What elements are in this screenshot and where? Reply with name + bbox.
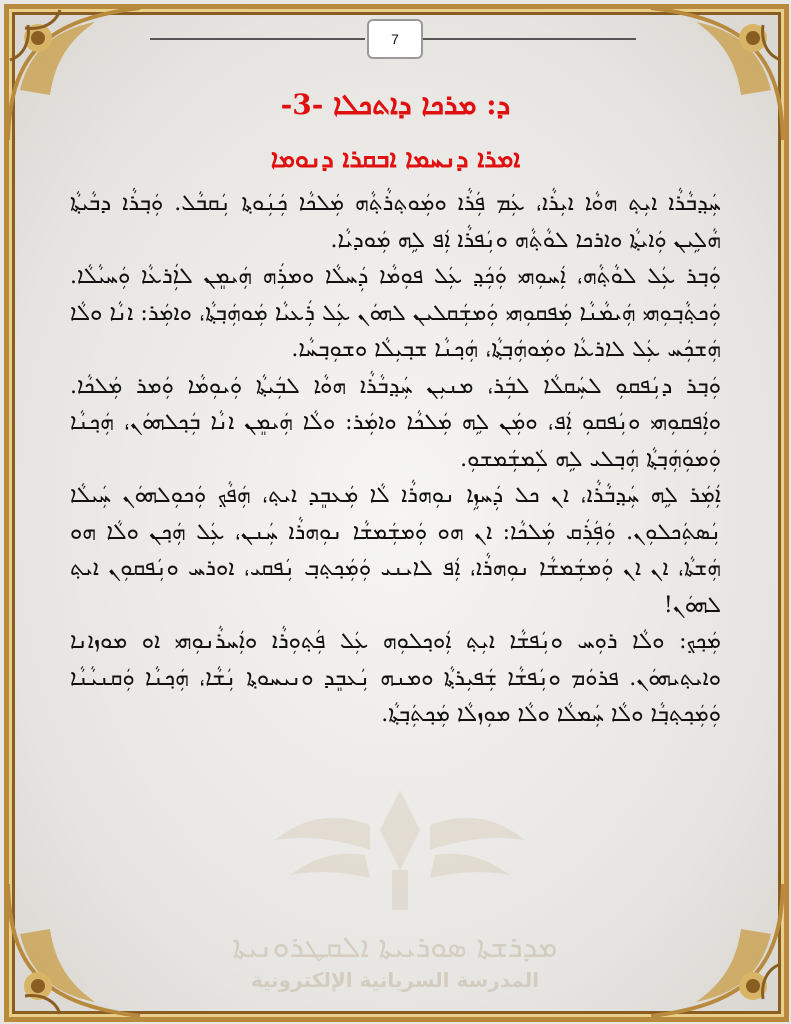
ornament-corner-top-left (0, 0, 150, 150)
body-text (70, 186, 721, 734)
ornament-corner-bottom-left (0, 874, 150, 1024)
page-number: 7 (367, 19, 423, 59)
watermark-arabic-text: المدرسة السريانية الإلكترونية (250, 968, 540, 992)
paragraph: ܐܲܡܲܪ ܠܹܗ ܚܲܕ݂ܒܵܪܵܐ، ܐܢ ܟܠ ܕܲܚܙܹܐ ܢܘܼܗܪܵܐ ܠܵܐ ܡܲܥܒܸܕ ܐܝܬ݂، ܗܲܦܵܟ݂ ܘܲܟܘܼܠܗܘܿܢ ܚܲܝܠܵܐ ܢܲܣܬܲܟܠܘܼܢ. ܘܲܦܲܪܲܩ ܡܲܠܟܵܐ: ܐܢ ܗܘ ܘܲܡܫܲܡܫܵܐ ܢܘܼܗܪܵܐ ܚܲܢܢ، ܥܲܠ ܗܲܟ݂ܢ ܘܠܵܐ ܗܘ ܗܲܫܬܵܐ، ܐܢ ܐܢ ܘܲܡܫܲܡܫܵܐ ܢܘܼܗܪܵܐ، ܐܲܦ ܠܐܝܢܝ ܘܲܡܲܟ݂ܬ݂ܒ݂ ܢܲܦܩܝ، ܐܘܪܚ ܘܢܲܦܩܘܼܢ ܐܝܬ݂ ܠܗܘܿܢ! (70, 483, 721, 618)
paragraph: ܚܲܕ݂ܒܵܪܵܐ ܐܝܼܬ݂ ܗܘܵܐ ܐܝܼܪܵܐ، ܥܲܡ ܦܲܪܵܐ ܘܡܲܘܬ݂ܪܵܬ݂ܵܗ ܡܲܠܟܵܐ ܟܲܢܲܘܬ݂ܐ ܢܲܩܒܵܠ. ܘܲܒ݂ܪܵܐ ܕܒܵܝܬ݂ܵܐ ܗܵܠܹܝܢ ܘܲܐܝܬ݂ܵܐ ܘܐܪܟܐ ܠܘܵܬ݂ܵܗ ܘܢܲܦܪܵܐ ܐܲܦ ܠܹܗ ܡܲܘܕܝܵܐ. (70, 191, 721, 253)
chapter-title: ܕ: ܡܪܟܐ ܕܐܬܟܠܐ -3- (280, 88, 511, 121)
header-rule-left (150, 38, 365, 40)
watermark-emblem (270, 770, 530, 920)
header-rule-right (421, 38, 636, 40)
ornament-corner-top-right (641, 0, 791, 150)
story-title: ܐܡܪܐ ܕܢܚܡܐ ܐܒܩܪܐ ܕܢܘܡܐ (270, 144, 521, 173)
watermark-syriac-text: ܡܕܪܫܬܐ ܣܘܪܝܝܬܐ ܐܠܩܛܪܘܢܝܬܐ (232, 930, 558, 965)
paragraph: ܡܲܟ݂ܟ݂: ܘܠܵܐ ܪܘܼܚ ܘܢܲܦܫܵܐ ܐܝܼܬ݂ ܐܲܘܟ݂ܠܘܼܗ ܥܲܠ ܦܲܬ݂ܘܼܪܵܐ ܘܐܲܚܪܵܢܘܼܗܝ ܐܘ ܡܘܙܐܢܐ ܘܐܝܬ݂ܝܗܘܿܢ. ܦܪܘܿܡ ܘܢܲܦܫܵܐ ܫܲܦܝܼܪܬ݂ܵܐ ܘܡܢܗ ܢܲܥܒܸܕ ܘܢܝܚܘܬ݂ܐ ܢܲܫܵܐ، ܗܲܟ݂ܢܵܐ ܘܲܩܢܝܵܢܵܐ ܘܲܡܲܟ݂ܬ݂ܒ݂ܵܐ ܘܠܵܐ ܚܲܡܠܵܐ ܘܠܵܐ ܡܘܼܙܠܵܐ ܡܲܟ݂ܬܲܒ݂ܬ݂ܵܐ. (70, 629, 721, 727)
paragraph: ܘܲܒ݂ܪ ܥܲܠ ܠܘܵܬ݂ܵܗ، ܐܲܚܘܼܗܝ ܘܲܟܲܕ݂ ܥܲܠ ܦܘܼܡܵܐ ܕܲܚܠܵܐ ܘܡܪܲܗ ܗܲܝܡܸܢ ܠܐܲܪܥܵܐ ܘܲܚܝܵܠܵܐ. ܘܲܟܬ݂ܵܒ݂ܘܼܗܝ ܗܲܝܡܵܢܵܐ ܡܲܦܩܘܼܗܝ ܘܲܡܫܲܩܠܝܢ ܠܗܘܿܢ ܥܲܠ ܪܲܥܝܵܐ ܡܲܘܗܲܒ݂ܬ݂ܵܐ، ܘܐܡܲܪ: ܐܢܵܐ ܘܠܵܐ ܗܲܫܟܲܚ ܥܲܠ ܠܐܪܥܵܐ ܘܡܲܘܗܲܒ݂ܬ݂ܵܐ، ܗܲܟ݂ܢܵܐ ܫܒ݂ܝܼܠܵܐ ܘܫܘܼܒ݂ܚܵܐ. (70, 264, 721, 362)
ornament-corner-bottom-right (641, 874, 791, 1024)
paragraph: ܘܲܒ݂ܪ ܕܢܲܦܩܘܼ ܠܚܲܩܠܵܐ ܠܒܲܪ، ܡܢܝܼܢ ܚܲܕ݂ܒܵܪܵܐ ܗܘܵܐ ܠܒܲܝܬ݂ܵܐ ܘܲܝܘܼܡܵܐ ܘܲܡܪ ܡܲܠܟܵܐ. ܘܐܲܦܩܘܼܗܝ ܘܢܲܦܩܘܼ ܐܲܦ، ܘܡܲܢ ܠܹܗ ܡܲܠܟܵܐ ܘܐܡܲܪ: ܘܠܵܐ ܗܲܝܡܸܢ ܐܢܵܐ ܒܲܟ݂ܠܗܘܿܢ، ܗܲܟ݂ܢܵܐ ܘܲܡܘܲܗܲܒ݂ܬ݂ܵܐ ܗܲܒ݂ܠܝ ܠܹܗ ܠܲܡܫܲܡܫܘܼ. (70, 373, 721, 472)
